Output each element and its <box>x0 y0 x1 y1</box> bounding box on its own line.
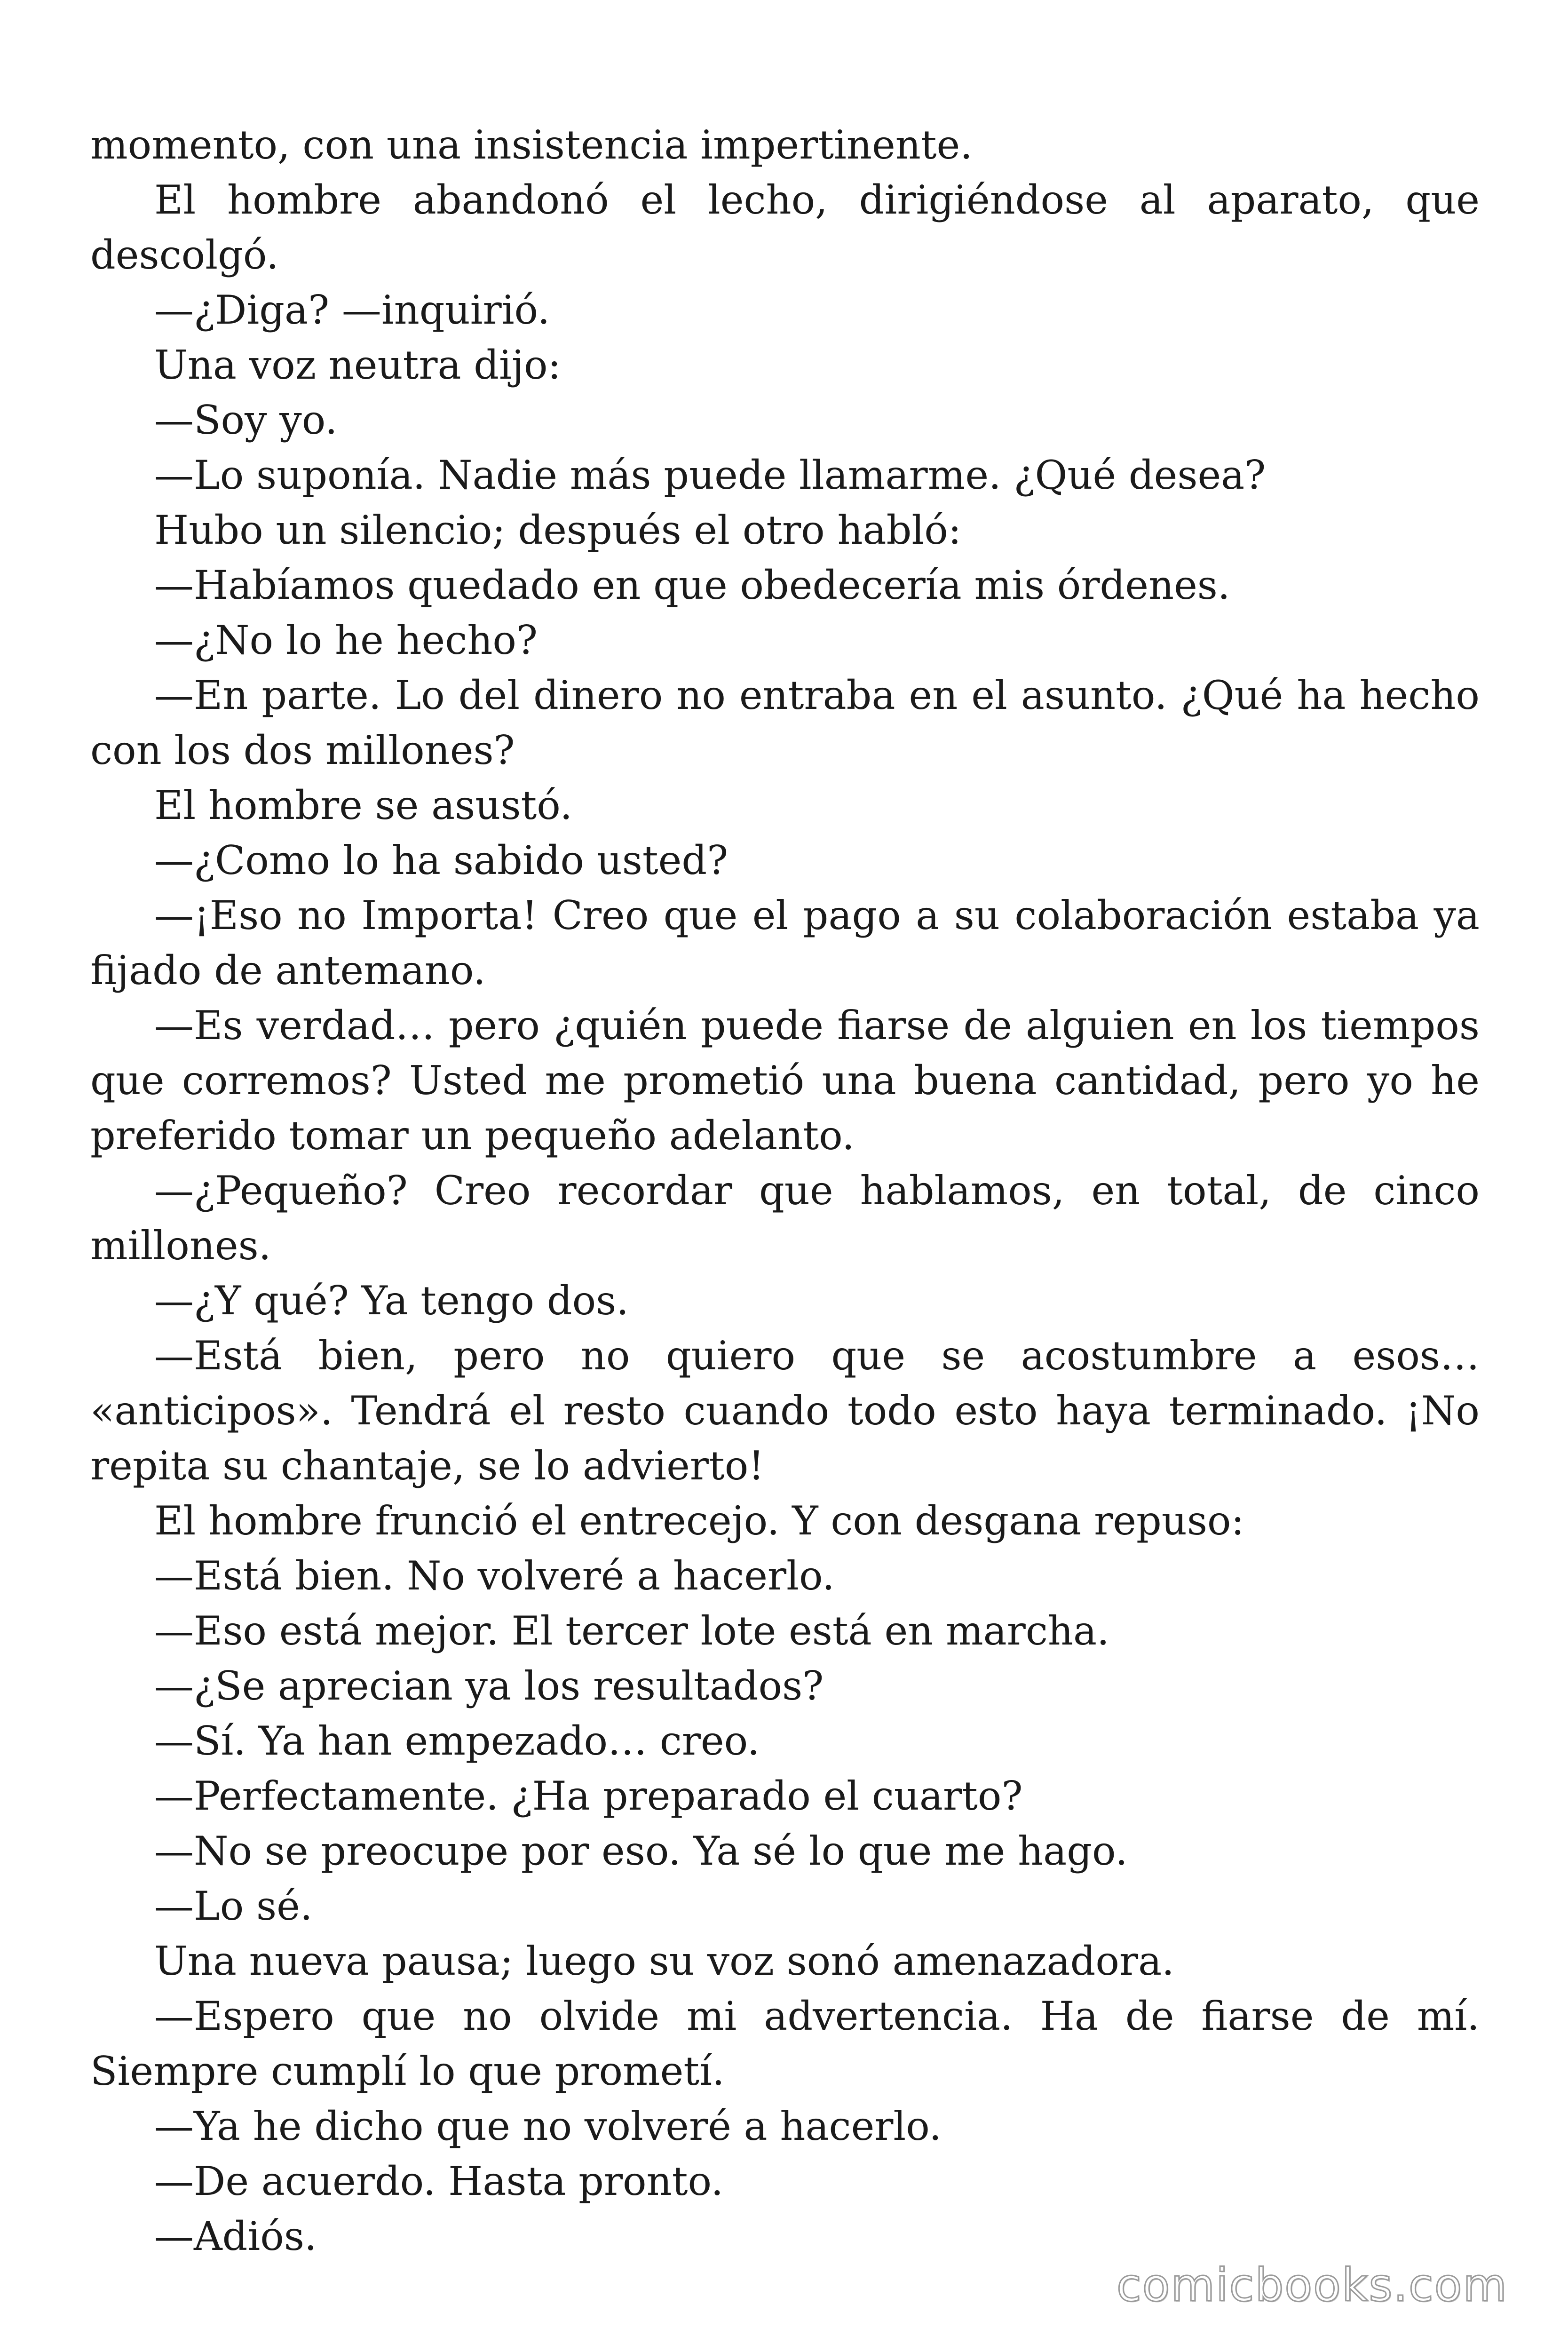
dialogue-line: —Soy yo. <box>154 397 338 443</box>
paragraph: Una voz neutra dijo: <box>154 342 561 388</box>
dialogue-line: —Eso está mejor. El tercer lote está en marcha. <box>154 1608 1109 1654</box>
page-text <box>90 118 1480 2264</box>
dialogue-line: —Sí. Ya han empezado… creo. <box>154 1718 760 1764</box>
paragraph: Hubo un silencio; después el otro habló: <box>154 507 962 553</box>
dialogue-line: —En parte. Lo del dinero no entraba en el asunto. ¿Qué ha hecho con los dos millones? <box>90 672 1480 773</box>
watermark-logo: comicbooks.com <box>1116 2259 1508 2312</box>
dialogue-line: —¿No lo he hecho? <box>154 617 538 663</box>
dialogue-line: —Habíamos quedado en que obedecería mis órdenes. <box>154 562 1230 608</box>
dialogue-line: —¿Pequeño? Creo recordar que hablamos, en total, de cinco millones. <box>90 1168 1480 1269</box>
dialogue-line: —Lo sé. <box>154 1883 313 1929</box>
dialogue-line: —Está bien, pero no quiero que se acostumbre a esos… «anticipos». Tendrá el resto cuando todo esto haya terminado. ¡No repita su chantaje, se lo advierto! <box>90 1333 1480 1489</box>
paragraph: Una nueva pausa; luego su voz sonó amenazadora. <box>154 1938 1174 1984</box>
dialogue-line: —¡Eso no Importa! Creo que el pago a su colaboración estaba ya fijado de antemano. <box>90 892 1480 993</box>
dialogue-line: —¿Diga? —inquirió. <box>154 287 550 333</box>
dialogue-line: —No se preocupe por eso. Ya sé lo que me hago. <box>154 1828 1128 1874</box>
dialogue-line: —¿Y qué? Ya tengo dos. <box>154 1278 629 1324</box>
dialogue-line: —Es verdad… pero ¿quién puede fiarse de alguien en los tiempos que corremos? Usted me prometió una buena cantidad, pero yo he preferido tomar un pequeño adelanto. <box>90 1002 1480 1159</box>
dialogue-line: —Ya he dicho que no volveré a hacerlo. <box>154 2103 942 2149</box>
dialogue-line: —Lo suponía. Nadie más puede llamarme. ¿Qué desea? <box>154 452 1266 498</box>
paragraph: El hombre frunció el entrecejo. Y con desgana repuso: <box>154 1498 1244 1544</box>
dialogue-line: —Adiós. <box>154 2213 317 2259</box>
dialogue-line: —¿Se aprecian ya los resultados? <box>154 1663 824 1709</box>
dialogue-line: —De acuerdo. Hasta pronto. <box>154 2158 724 2204</box>
dialogue-line: —Perfectamente. ¿Ha preparado el cuarto? <box>154 1773 1023 1819</box>
paragraph-continuation: momento, con una insistencia impertinente. <box>90 122 973 168</box>
dialogue-line: —Está bien. No volveré a hacerlo. <box>154 1553 835 1599</box>
dialogue-line: —¿Como lo ha sabido usted? <box>154 837 729 883</box>
paragraph: El hombre se asustó. <box>154 782 573 828</box>
paragraph: El hombre abandonó el lecho, dirigiéndose al aparato, que descolgó. <box>90 177 1480 278</box>
dialogue-line: —Espero que no olvide mi advertencia. Ha de fiarse de mí. Siempre cumplí lo que prometí. <box>90 1993 1480 2094</box>
